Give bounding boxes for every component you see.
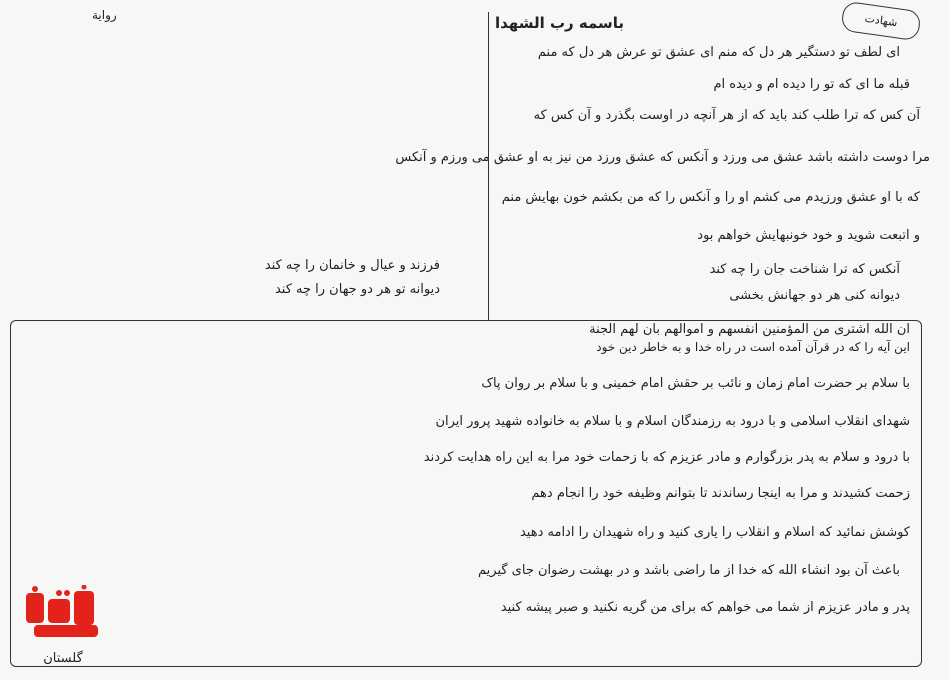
opening-line-2: قبله ما ای که تو را دیده ام و دیده ام bbox=[713, 77, 910, 92]
lower-line-1: با سلام بر حضرت امام زمان و نائب بر حقش امام خمینی و با سلام بر روان پاک bbox=[481, 376, 910, 391]
poem-left-2: دیوانه تو هر دو جهان را چه کند bbox=[274, 282, 440, 297]
lower-line-7: پدر و مادر عزیزم از شما می خواهم که برای من گریه نکنید و صبر پیشه کنید bbox=[500, 600, 910, 615]
navid-shahed-logo bbox=[8, 585, 118, 670]
verse-line-2: این آیه را که در قرآن آمده است در راه خدا و به خاطر دین خود bbox=[596, 340, 910, 354]
poem-left-1: فرزند و عیال و خانمان را چه کند bbox=[264, 258, 440, 273]
body-line-2: مرا دوست داشته باشد عشق می ورزد و آنکس که عشق ورزد من نیز به او عشق می ورزم و آنکس bbox=[395, 150, 930, 165]
verse-line: ان الله اشتری من المؤمنین انفسهم و اموالهم بان لهم الجنة bbox=[589, 322, 910, 337]
lower-line-2: شهدای انقلاب اسلامی و با درود به رزمندگان اسلام و با سلام به خانواده شهید پرور ایران bbox=[435, 414, 910, 429]
lower-line-5: کوشش نمائید که اسلام و انقلاب را یاری کنید و راه شهیدان را ادامه دهید bbox=[519, 525, 910, 540]
poem-right-2: دیوانه کنی هر دو جهانش بخشی bbox=[729, 288, 900, 303]
lower-line-3: با درود و سلام به پدر بزرگوارم و مادر عزیزم که با زحمات خود مرا به این راه هدایت کردند bbox=[423, 450, 910, 465]
basmala: باسمه رب الشهدا bbox=[495, 14, 625, 32]
body-line-1: آن کس که ترا طلب کند باید که از هر آنچه در اوست بگذرد و آن کس که bbox=[533, 108, 920, 123]
seal-stamp: شهادت bbox=[840, 1, 921, 42]
lower-line-6: باعث آن بود انشاء الله که خدا از ما راضی باشد و در بهشت رضوان جای گیریم bbox=[478, 563, 900, 578]
center-divider bbox=[488, 12, 489, 320]
logo-subtext: گلستان bbox=[43, 651, 83, 666]
body-line-3: که با او عشق ورزیدم می کشم او را و آنکس را که من بکشم خون بهایش منم bbox=[501, 190, 920, 205]
poem-right-1: آنکس که ترا شناخت جان را چه کند bbox=[709, 262, 900, 277]
opening-line-1: ای لطف تو دستگیر هر دل که منم ای عشق تو عرش هر دل که منم bbox=[537, 45, 900, 60]
lower-line-4: زحمت کشیدند و مرا به اینجا رساندند تا بتوانم وظیفه خود را انجام دهم bbox=[531, 486, 910, 501]
body-line-4: و اتبعت شوید و خود خونبهایش خواهم بود bbox=[697, 228, 920, 243]
top-mark: رواية bbox=[92, 8, 117, 22]
